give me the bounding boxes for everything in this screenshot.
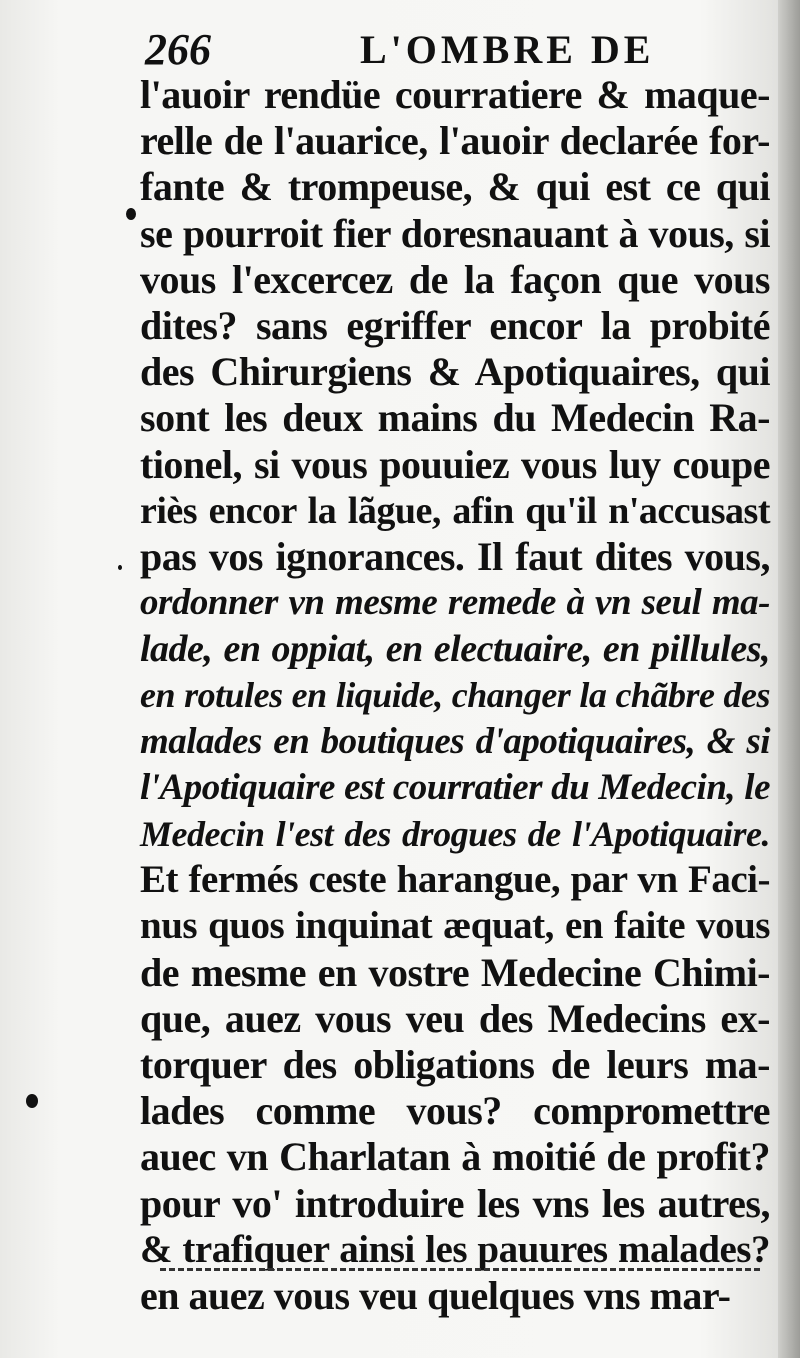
ink-spot xyxy=(118,565,122,570)
text-line: que, auez vous veu des Medecins ex- xyxy=(140,995,770,1041)
text-line-italic: Medecin l'est des drogues de l'Apotiquaire. xyxy=(140,814,770,854)
text-line: Et fermés ceste harangue, par vn Faci- xyxy=(140,858,770,902)
page-number: 266 xyxy=(145,25,211,74)
body-text xyxy=(140,72,770,1319)
text-line: dites? sans egriffer encor la probité xyxy=(140,302,770,348)
bottom-print-rule xyxy=(160,1268,760,1275)
text-line-italic: ordonner vn mesme remede à vn seul ma- xyxy=(140,582,770,624)
text-line-italic: malades en boutiques d'apotiquaires, & si xyxy=(140,720,770,762)
text-line: se pourroit fier doresnauant à vous, si xyxy=(140,210,770,256)
text-line: lades comme vous? compromettre xyxy=(140,1088,770,1134)
running-title: L'OMBRE DE xyxy=(360,27,655,72)
text-line-italic: en rotules en liquide, changer la chãbre des xyxy=(140,675,770,716)
text-line: de mesme en vostre Medecine Chimi- xyxy=(140,949,770,995)
text-line-italic: l'Apotiquaire est courratier du Medecin, le xyxy=(140,766,770,808)
text-line: tionel, si vous pouuiez vous luy coupe xyxy=(140,441,770,487)
text-line: pour vo' introduire les vns les autres, xyxy=(140,1180,770,1226)
text-line-italic: lade, en oppiat, en electuaire, en pillules, xyxy=(140,628,770,671)
text-line: sont les deux mains du Medecin Ra- xyxy=(140,395,770,441)
text-line: pas vos ignorances. Il faut dites vous, xyxy=(140,533,770,579)
text-line: torquer des obligations de leurs ma- xyxy=(140,1041,770,1087)
text-line: fante & trompeuse, & qui est ce qui xyxy=(140,164,770,210)
text-line: vous l'excercez de la façon que vous xyxy=(140,256,770,302)
text-line: riès encor la lãgue, afin qu'il n'accusast xyxy=(140,489,770,532)
text-line: auec vn Charlatan à moitié de profit? xyxy=(140,1134,770,1180)
ink-spot xyxy=(126,208,136,220)
text-line: en auez vous veu quelques vns mar- xyxy=(140,1272,731,1318)
text-line: relle de l'auarice, l'auoir declarée for- xyxy=(140,118,770,164)
text-line: nus quos inquinat æquat, en faite vous xyxy=(140,904,770,948)
page-header xyxy=(145,20,665,76)
text-line: l'auoir rendüe courratiere & maque- xyxy=(140,72,770,117)
text-line: des Chirurgiens & Apotiquaires, qui xyxy=(140,349,770,395)
page-gutter xyxy=(778,0,800,1358)
ink-spot xyxy=(26,1094,38,1108)
text-line: & trafiquer ainsi les pauures malades? xyxy=(140,1227,770,1271)
